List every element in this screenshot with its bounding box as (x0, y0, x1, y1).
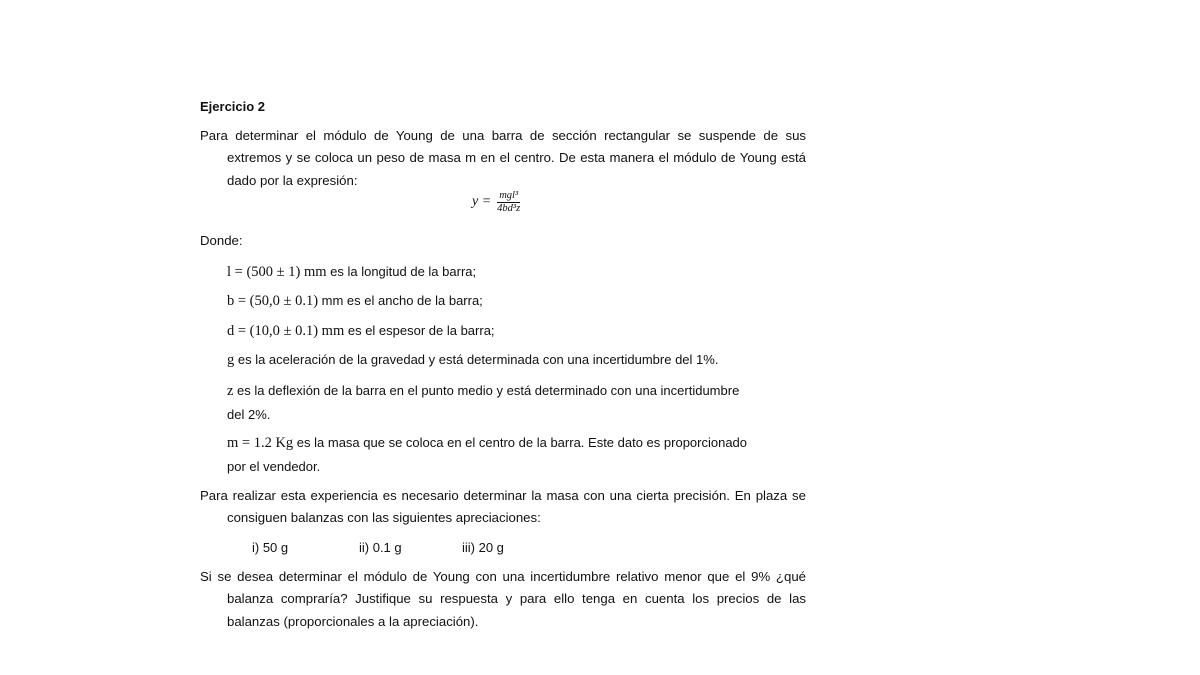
variable-math: m = 1.2 Kg (227, 434, 294, 451)
document-page (200, 96, 806, 633)
variable-item-b (200, 286, 806, 316)
young-formula (200, 190, 806, 226)
balance-options (200, 535, 806, 561)
variable-math: l = (500 ± 1) mm (227, 263, 327, 280)
option-ii: ii) 0.1 g (359, 539, 402, 555)
variable-desc-continued: por el vendedor. (227, 459, 321, 474)
option-i: i) 50 g (252, 539, 289, 555)
variable-item-l (200, 257, 806, 287)
variable-item-g (200, 345, 806, 375)
formula-numerator: mgl³ (499, 190, 519, 201)
variable-item-d (200, 316, 806, 346)
variable-desc: es la masa que se coloca en el centro de la barra. Este dato es proporcionado (293, 434, 748, 450)
variable-math: b = (50,0 ± 0.1) (227, 293, 319, 309)
variable-item-m (200, 427, 806, 479)
variable-math: g (227, 352, 235, 368)
variable-math: z (227, 382, 234, 399)
donde-label: Donde: (200, 233, 243, 248)
balanzas-paragraph: Para realizar esta experiencia es necesario determinar la masa con una cierta precisión. En plaza se consiguen balanzas con las siguientes apreciaciones: (200, 487, 806, 525)
option-iii: iii) 20 g (462, 539, 504, 555)
variable-desc: es el espesor de la barra; (344, 322, 495, 338)
variable-desc-continued: del 2%. (227, 407, 271, 422)
exercise-title: Ejercicio 2 (200, 99, 266, 114)
variable-desc: es la aceleración de la gravedad y está determinada con una incertidumbre del 1%. (234, 352, 719, 367)
variable-math: d = (10,0 ± 0.1) mm (227, 322, 345, 339)
variable-item-z (200, 375, 806, 427)
variable-desc: es la deflexión de la barra en el punto medio y está determinado con una incertidumbre (233, 382, 740, 398)
formula-lhs: y = (472, 194, 492, 210)
variable-desc: mm es el ancho de la barra; (318, 293, 483, 308)
formula-denominator: 4bd³z (497, 203, 521, 214)
question-paragraph: Si se desea determinar el módulo de Young con una incertidumbre relativo menor que el 9% ¿qué balanza compraría? Justifique su respuesta y para ello tenga en cuenta los precios de las balanzas (proporcionales a la apreciación). (200, 568, 806, 629)
intro-paragraph: Para determinar el módulo de Young de una barra de sección rectangular se suspende de sus extremos y se coloca un peso de masa m en el centro. De esta manera el módulo de Young está dado por la expresión: (200, 127, 806, 188)
variable-desc: es la longitud de la barra; (326, 263, 477, 279)
